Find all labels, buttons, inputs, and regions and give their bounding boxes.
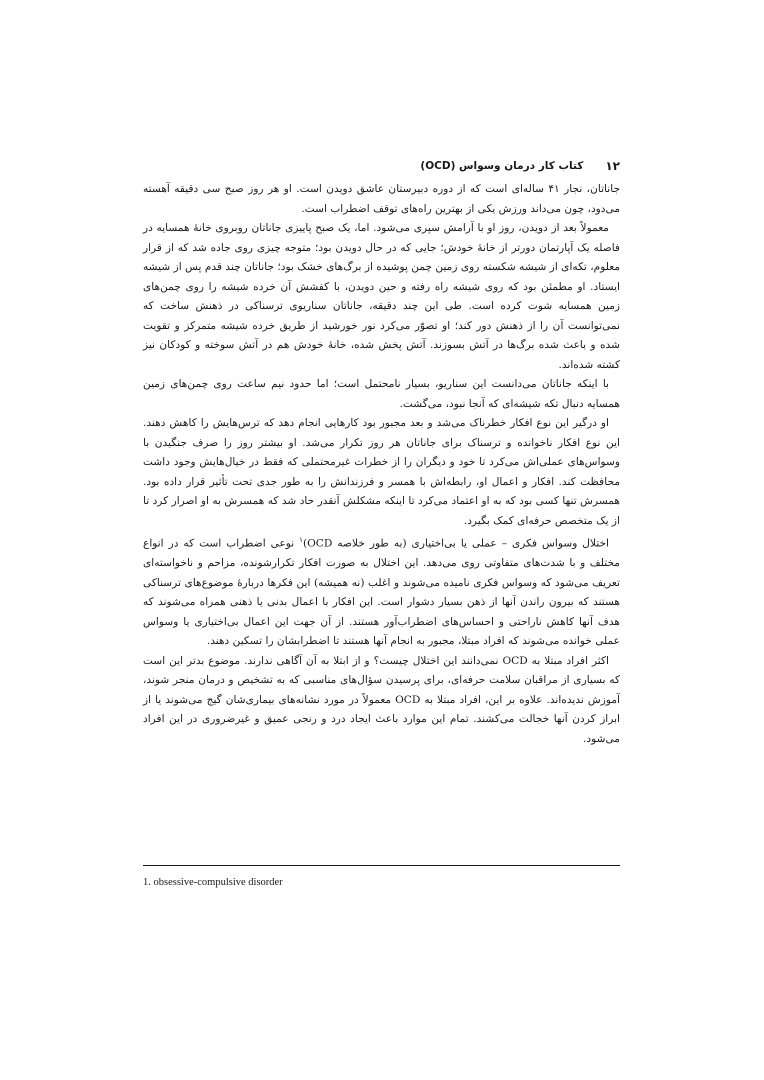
book-title: کتاب کار درمان وسواس (OCD) [420, 160, 584, 172]
footnote-divider [143, 865, 620, 866]
footnote-marker: ۱ [299, 536, 303, 544]
paragraph: او درگیر این نوع افکار خطرناک می‌شد و بعد مجبور بود کارهایی انجام دهد که ترس‌هایش را کاهش دهند. این نوع افکار ناخوانده و ترسناک برای جاناتان هر روز تکرار می‌شد. او بیشتر روز را صرف جنگیدن با وسواس‌های عملی‌اش می‌کرد تا خود و دیگران را از خطرات غیرمحتملی که فقط در خیال‌هایش وجود داشت محافظت کند. افکار و اعمال او، رابطه‌اش با همسر و فرزندانش را به طور جدی تحت تأثیر قرار داده بود. همسرش تنها کسی بود که به او اعتماد می‌کرد تا اینکه مشکلش آنقدر حاد شد که همسرش به او اصرار کرد تا از یک متخصص حرفه‌ای کمک بگیرد. [143, 417, 620, 527]
footnote: 1. obsessive-compulsive disorder [143, 877, 283, 888]
body-text [143, 180, 620, 749]
paragraph: معمولاً بعد از دویدن، روز او با آرامش سپری می‌شود. اما، یک صبح پاییزی جاناتان روبروی خانهٔ همسایه در فاصله یک آپارتمان دورتر از خانهٔ خودش؛ جایی که در حال دویدن بود؛ متوجه چیزی روی جاده شد که از قرار معلوم، تکه‌ای از شیشه شکسته روی زمین چمن پوشیده از برگ‌های خشک بود؛ جاناتان چند قدم پس از شیشه ایستاد. او مطمئن بود که روی شیشه راه رفته و حین دویدن، با کفشش آن خرده شیشه را روی چمن‌های زمین همسایه شوت کرده است. طی این چند دقیقه، جاناتان سناریوی ترسناکی در ذهنش ساخت که نمی‌توانست آن را از ذهنش دور کند؛ او تصوّر می‌کرد نور خورشید از طریق خرده شیشه متمرکز و تقویت شده و باعث شده برگ‌ها در آتش بسوزند. آتش پخش شده، خانهٔ خودش هم در آتش سوخته و کودکان نیز کشته شده‌اند. [143, 222, 620, 371]
paragraph-rest: نوعی اضطراب است که در انواع مختلف و با شدت‌های متفاوتی روی می‌دهد. این اختلال به صورت افکار تکرارشونده، مزاحم و ناخواسته‌ای تعریف می‌شود که وسواس فکری نامیده می‌شوند و اغلب (نه همیشه) این فکرها دربارهٔ موضوع‌های ترسناکی هستند که بیرون راندن آنها از ذهن بسیار دشوار است. این افکار با اعمال بدنی یا ذهنی همراه می‌شوند که هدف آنها کاهش ناراحتی و احساس‌های اضطراب‌آور هستند. از آن جهت این اعمال بی‌اختیاری یا وسواس عملی خوانده می‌شوند که افراد مبتلا، مجبور به انجام آنها هستند تا اضطرابشان را تسکین دهند. [143, 537, 620, 648]
running-header [143, 158, 620, 174]
paragraph: با اینکه جاناتان می‌دانست این سناریو، بسیار نامحتمل است؛ اما حدود نیم ساعت روی چمن‌های زمین همسایه دنبال تکه شیشه‌ای که آنجا نبود، می‌گشت. [143, 378, 620, 410]
paragraph-lead: اختلال وسواس فکری – عملی یا بی‌اختیاری (به طور خلاصه OCD) [302, 537, 609, 550]
paragraph: جاناتان، نجار ۴۱ ساله‌ای است که از دوره دبیرستان عاشق دویدن است. او هر روز صبح سی دقیقه آهسته می‌دود، چون می‌داند ورزش یکی از بهترین راه‌های توقف اضطراب است. [143, 183, 620, 215]
paragraph [143, 531, 620, 652]
page-number: ۱۲ [605, 159, 620, 173]
paragraph: اکثر افراد مبتلا به OCD نمی‌دانند این اختلال چیست؟ و از ابتلا به آن آگاهی ندارند. موضوع بدتر این است که بسیاری از مراقبان سلامت حرفه‌ای، برای پرسیدن سؤال‌های مناسبی که به تشخیص و درمان منجر شوند، آموزش ندیده‌اند. علاوه بر این، افراد مبتلا به OCD معمولاً در مورد نشانه‌های بیماری‌شان گیج می‌شوند یا از ابراز کردن آنها خجالت می‌کشند. تمام این موارد باعث ایجاد درد و رنجی عمیق و غیرضروری در این افراد می‌شود. [143, 654, 620, 745]
